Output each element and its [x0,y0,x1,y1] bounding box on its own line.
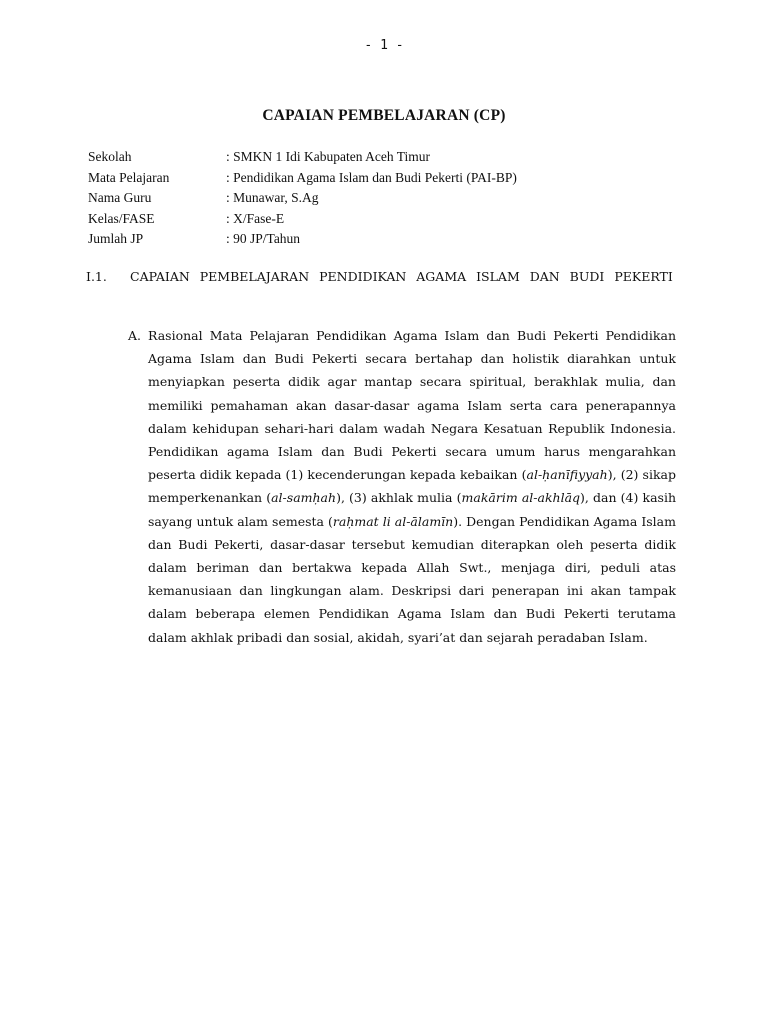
info-value: : Munawar, S.Ag [226,190,319,205]
term-italic: makārim al-akhlāq [461,490,581,506]
body-text: Rasional Mata Pelajaran Pendidikan Agama Islam dan Budi Pekerti Pendidikan Agama Islam dan Budi Pekerti secara bertahap dan holistik diarahkan untuk menyiapkan peserta didik agar mantap secara spiritual, berakhlak mulia, dan memiliki pemahaman akan dasar-dasar agama Islam serta cara penerapannya dalam kehidupan sehari-hari dalam wadah Negara Kesatuan Republik Indonesia. Pendidikan agama Islam dan Budi Pekerti secara umum harus mengarahkan peserta didik kepada (1) kecenderungan kepada kebaikan ( [148,328,676,483]
term-italic: al-samḥah [271,490,337,506]
body-text: ), (2) sikap memperkenankan ( [148,467,676,506]
info-row [88,231,517,252]
body-text: ). Dengan Pendidikan Agama Islam dan Budi Pekerti, dasar-dasar tersebut kemudian diterapkan oleh peserta didik dalam beriman dan bertakwa kepada Allah Swt., menjaga diri, peduli atas kemanusiaan dan lingkungan alam. Deskripsi dari penerapan ini akan tampak dalam beberapa elemen Pendidikan Agama Islam dan Budi Pekerti terutama dalam akhlak pribadi dan sosial, akidah, syari’at dan sejarah peradaban Islam. [148,513,676,645]
subsection-a [128,324,676,649]
body-text: ), dan (4) kasih sayang untuk alam semesta ( [148,490,677,529]
info-row [88,149,517,170]
info-row [88,170,517,191]
info-label: Nama Guru [88,190,152,205]
info-label: Kelas/FASE [88,210,155,226]
info-value: : 90 JP/Tahun [226,231,301,246]
info-value: : X/Fase-E [226,210,285,226]
section-heading [86,265,678,288]
term-italic: al-ḥanīfiyyah [526,467,608,483]
info-label: Sekolah [88,149,132,164]
info-table [88,149,517,252]
page-number: - 1 - [364,38,404,53]
document-title: CAPAIAN PEMBELAJARAN (CP) [262,107,506,124]
subsection-letter: A. [128,328,142,343]
info-value: : Pendidikan Agama Islam dan Budi Pekerti (PAI-BP) [226,169,517,185]
body-text: ), (3) akhlak mulia ( [336,490,462,506]
section-heading-text: CAPAIAN PEMBELAJARAN PENDIDIKAN AGAMA ISLAM DAN BUDI PEKERTI [130,269,673,284]
info-row [88,211,517,232]
info-value: : SMKN 1 Idi Kabupaten Aceh Timur [226,149,430,164]
info-label: Jumlah JP [88,231,144,246]
term-italic: raḥmat li al-ālamīn [332,513,454,529]
info-label: Mata Pelajaran [88,169,170,185]
subsection-body [148,324,676,649]
section-number: I.1. [86,269,107,284]
info-row [88,190,517,211]
